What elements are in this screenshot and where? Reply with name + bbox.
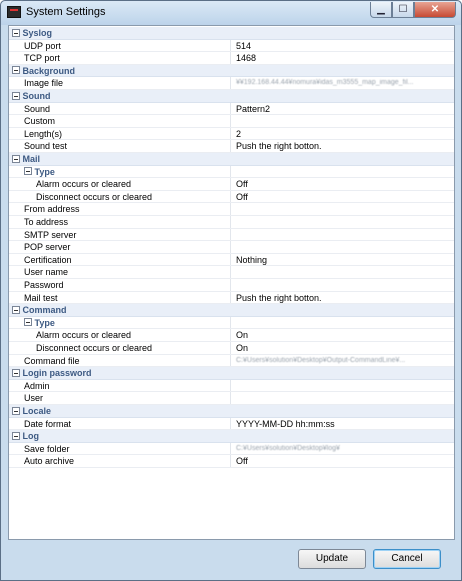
property-value[interactable]: Pattern2 [236,103,271,114]
collapse-icon[interactable] [12,155,20,163]
property-label: Disconnect occurs or cleared [36,343,153,353]
property-row[interactable] [9,292,454,305]
property-value [232,166,453,178]
app-icon [7,6,21,18]
cancel-button[interactable]: Cancel [373,549,441,569]
collapse-icon[interactable] [12,29,20,37]
property-row[interactable] [9,455,454,468]
property-row[interactable] [9,279,454,292]
close-button[interactable]: ✕ [414,2,456,18]
property-row[interactable] [9,229,454,242]
property-value[interactable]: Push the right botton. [236,292,322,303]
property-label: Save folder [24,443,70,454]
collapse-icon[interactable] [12,407,20,415]
collapse-icon[interactable] [12,92,20,100]
property-value[interactable] [232,266,453,278]
category-row[interactable] [9,27,454,40]
property-row[interactable] [9,418,454,431]
category-row[interactable] [9,367,454,380]
property-row[interactable] [9,355,454,368]
property-value[interactable]: Push the right botton. [236,141,322,152]
category-label: Log [22,431,40,442]
property-row[interactable] [9,203,454,216]
property-row[interactable] [9,103,454,116]
property-label: Date format [24,418,72,429]
category-row[interactable] [9,65,454,78]
category-label: Mail [22,154,41,164]
category-label: Command [22,305,67,316]
property-label: Image file [24,78,64,89]
property-value[interactable] [232,241,453,253]
category-row[interactable] [9,90,454,103]
collapse-icon[interactable] [12,369,20,377]
property-row[interactable] [9,52,454,65]
property-row[interactable] [9,380,454,393]
category-label: Type [34,317,55,328]
property-label: Mail test [24,292,58,303]
property-label: SMTP server [24,229,77,240]
property-value[interactable] [232,216,453,228]
property-label: Disconnect occurs or cleared [36,191,153,202]
property-label: Command file [24,355,80,366]
title-bar[interactable] [1,1,461,25]
window-title: System Settings [26,6,106,18]
category-label: Sound [22,91,51,101]
collapse-icon[interactable] [24,318,32,326]
property-value[interactable]: C:¥Users¥solution¥Desktop¥Output-CommandLine¥... [236,356,406,364]
property-row[interactable] [9,40,454,53]
property-value[interactable]: Off [236,179,248,190]
property-value[interactable] [232,392,453,404]
property-label: UDP port [24,40,61,51]
category-row[interactable] [9,430,454,443]
update-button[interactable]: Update [298,549,366,569]
category-label: Login password [22,368,92,379]
property-label: Custom [24,116,56,127]
property-label: From address [24,204,80,215]
property-value [232,317,453,329]
property-row[interactable] [9,128,454,141]
collapse-icon[interactable] [24,167,32,175]
collapse-icon[interactable] [12,66,20,74]
property-row[interactable] [9,216,454,229]
property-label: Length(s) [24,128,63,139]
property-label: Password [24,280,64,290]
maximize-button[interactable]: ☐ [392,2,414,18]
property-value[interactable]: 514 [236,40,252,51]
property-grid [8,25,455,540]
property-value[interactable]: Nothing [236,254,268,265]
property-value[interactable]: Off [236,456,248,467]
property-row[interactable] [9,115,454,128]
category-label: Background [22,65,76,76]
property-row[interactable] [9,254,454,267]
minimize-button[interactable]: ▁ [370,2,392,18]
property-row[interactable] [9,241,454,254]
category-label: Syslog [22,28,53,38]
property-row[interactable] [9,191,454,204]
subcategory-row[interactable] [9,317,454,330]
property-label: TCP port [24,53,60,64]
property-label: To address [24,217,69,227]
property-row[interactable] [9,392,454,405]
property-value[interactable]: On [236,330,249,341]
property-row[interactable] [9,266,454,279]
property-label: Sound test [24,141,68,152]
property-label: User name [24,267,69,278]
property-value[interactable]: ¥¥192.168.44.44¥nomura¥idas_m3555_map_image_fil... [236,79,414,87]
property-label: Alarm occurs or cleared [36,330,132,341]
property-value[interactable]: On [236,343,249,353]
property-row[interactable] [9,443,454,456]
property-label: Alarm occurs or cleared [36,179,132,190]
property-value[interactable] [232,380,453,392]
category-row[interactable] [9,304,454,317]
property-label: POP server [24,242,71,253]
property-label: User [24,393,44,404]
property-value[interactable]: 1468 [236,53,257,64]
collapse-icon[interactable] [12,306,20,314]
property-label: Certification [24,254,72,265]
subcategory-row[interactable] [9,166,454,179]
property-label: Sound [24,103,51,114]
category-label: Type [34,166,55,177]
category-label: Locale [22,406,52,416]
property-row[interactable] [9,77,454,90]
property-label: Auto archive [24,456,75,467]
property-value[interactable]: YYYY-MM-DD hh:mm:ss [236,418,335,429]
property-row[interactable] [9,329,454,342]
property-value[interactable] [232,279,453,291]
property-value[interactable]: 2 [236,128,242,139]
property-value[interactable]: C:¥Users¥solution¥Desktop¥log¥ [236,444,340,452]
property-row[interactable] [9,178,454,191]
property-label: Admin [24,380,50,391]
property-row[interactable] [9,140,454,153]
collapse-icon[interactable] [12,432,20,440]
property-value[interactable] [232,229,453,241]
property-value[interactable] [232,115,453,127]
property-value[interactable] [232,203,453,215]
property-row[interactable] [9,342,454,355]
category-row[interactable] [9,405,454,418]
property-value[interactable]: Off [236,191,248,202]
category-row[interactable] [9,153,454,166]
